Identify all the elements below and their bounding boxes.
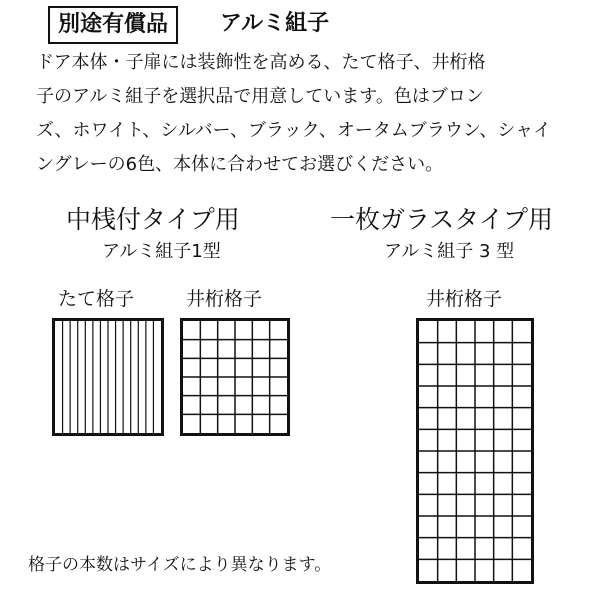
description-line: ングレーの6色、本体に合わせてお選びください。 [36, 154, 444, 175]
grille-label-vertical: たて格子 [58, 288, 135, 310]
optional-item-badge: 別途有償品 [48, 6, 178, 44]
vertical-grille-panel [52, 318, 164, 436]
section-title-transom-type: 中桟付タイプ用 [66, 205, 240, 234]
footnote: 格子の本数はサイズにより異なります。 [28, 555, 332, 575]
description-line: ドア本体・子扉には装飾性を高める、たて格子、井桁格 [36, 52, 486, 73]
grille-label-grid-large: 井桁格子 [426, 288, 503, 310]
header-title: アルミ組子 [220, 11, 330, 36]
grille-label-grid-small: 井桁格子 [186, 288, 263, 310]
description-line: ズ、ホワイト、シルバー、ブラック、オータムブラウン、シャイ [36, 120, 552, 141]
section-title-single-glass-type: 一枚ガラスタイプ用 [330, 205, 554, 234]
description [36, 46, 596, 182]
section-subtitle-type1: アルミ組子1型 [102, 241, 221, 262]
grid-grille-panel-large [416, 318, 534, 584]
section-subtitle-type3: アルミ組子 3 型 [384, 241, 515, 262]
grid-grille-panel-small [180, 318, 290, 436]
description-line: 子のアルミ組子を選択品で用意しています。色はブロン [36, 86, 484, 107]
